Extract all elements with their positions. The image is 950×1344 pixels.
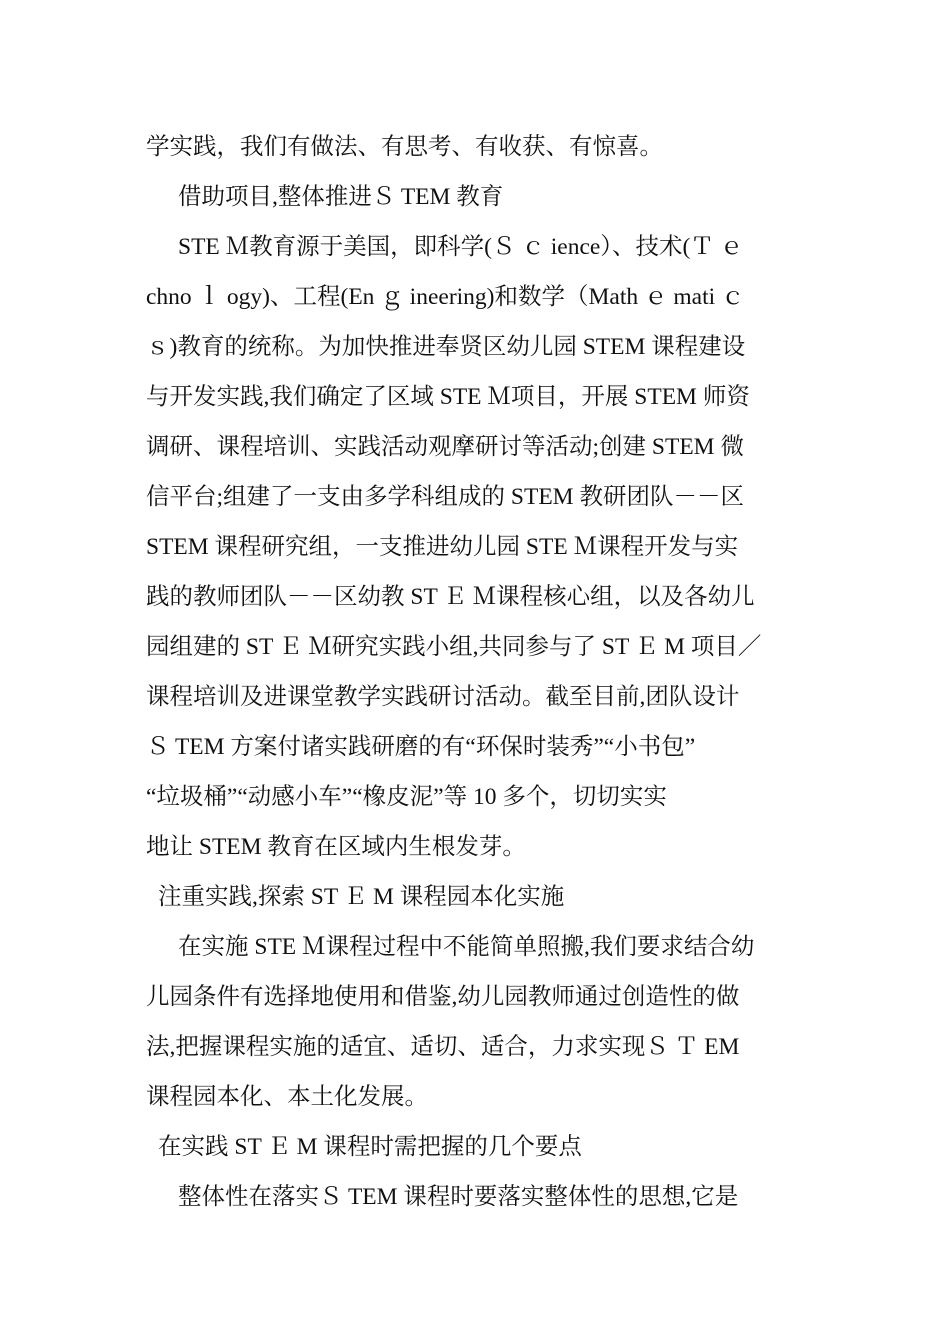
text-line: 儿园条件有选择地使用和借鉴,幼儿园教师通过创造性的做 [146, 984, 740, 1010]
text-line: 在实施 STE Ｍ课程过程中不能简单照搬,我们要求结合幼 [178, 934, 755, 960]
text-line: 调研、课程培训、实践活动观摩研讨等活动;创建 STEM 微 [146, 434, 744, 460]
text-line: 课程园本化、本土化发展。 [146, 1084, 428, 1110]
text-line: Ｓ TEM 方案付诸实践研磨的有“环保时装秀”“小书包” [146, 734, 696, 760]
section-heading: 注重实践,探索 ST Ｅ M 课程园本化实施 [158, 884, 565, 910]
text-line: 法,把握课程实施的适宜、适切、适合，力求实现Ｓ Ｔ EM [146, 1034, 740, 1060]
text-line: STEM 课程研究组，一支推进幼儿园 STE Ｍ课程开发与实 [146, 534, 739, 560]
section-heading: 借助项目,整体推进Ｓ TEM 教育 [178, 184, 504, 210]
body-text [146, 122, 796, 1222]
text-line: chno ｌ ogy)、工程(En ｇ ineering)和数学（Math ｅ mati ｃ [146, 284, 745, 310]
text-line: STE Ｍ教育源于美国，即科学(Ｓ ｃ ience）、技术(Ｔ ｅ [178, 234, 744, 260]
text-line: 信平台;组建了一支由多学科组成的 STEM 教研团队－－区 [146, 484, 744, 510]
text-line: 与开发实践,我们确定了区域 STE Ｍ项目，开展 STEM 师资 [146, 384, 750, 410]
text-line: 园组建的 ST Ｅ Ｍ研究实践小组,共同参与了 ST Ｅ M 项目／ [146, 634, 762, 660]
text-line: 整体性在落实Ｓ TEM 课程时要落实整体性的思想,它是 [178, 1184, 739, 1210]
text-line: 课程培训及进课堂教学实践研讨活动。截至目前,团队设计 [146, 684, 740, 710]
text-line: 学实践，我们有做法、有思考、有收获、有惊喜。 [146, 134, 663, 160]
section-heading: 在实践 ST Ｅ M 课程时需把握的几个要点 [158, 1134, 582, 1160]
text-line: ｓ)教育的统称。为加快推进奉贤区幼儿园 STEM 课程建设 [146, 334, 746, 360]
text-line: “垃圾桶”“动感小车”“橡皮泥”等 10 多个，切切实实 [146, 784, 667, 810]
text-line: 践的教师团队－－区幼教 ST Ｅ Ｍ课程核心组，以及各幼儿 [146, 584, 755, 610]
text-line: 地让 STEM 教育在区域内生根发芽。 [146, 834, 526, 860]
